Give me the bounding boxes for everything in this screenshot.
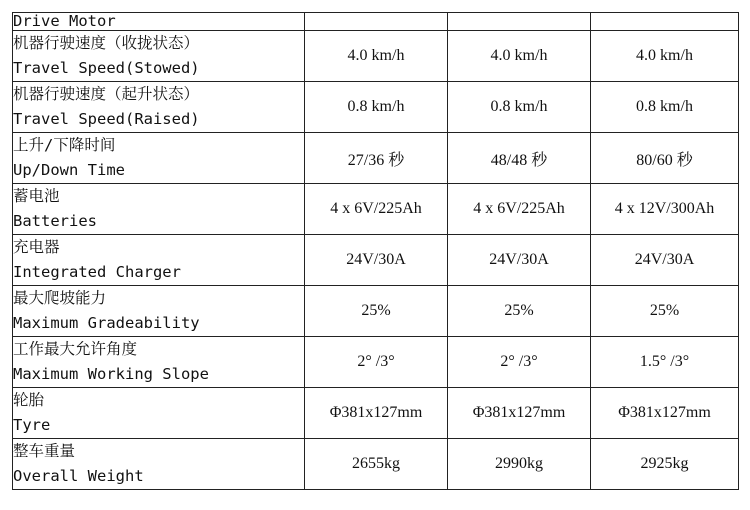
value-cell: 0.8 km/h bbox=[591, 82, 739, 133]
value-cell: 24V/30A bbox=[591, 235, 739, 286]
value-cell: Φ381x127mm bbox=[448, 388, 591, 439]
value-cell: 2655kg bbox=[305, 439, 448, 490]
row-label bbox=[13, 133, 305, 184]
value-cell bbox=[448, 13, 591, 31]
value-cell: 4.0 km/h bbox=[448, 31, 591, 82]
row-label-zh: 蓄电池 bbox=[13, 187, 60, 205]
table-row bbox=[13, 31, 739, 82]
value-cell: 0.8 km/h bbox=[448, 82, 591, 133]
value-cell: 4.0 km/h bbox=[305, 31, 448, 82]
value-cell bbox=[305, 13, 448, 31]
value-cell: 2925kg bbox=[591, 439, 739, 490]
row-label-en: Batteries bbox=[13, 212, 97, 230]
value-cell: 0.8 km/h bbox=[305, 82, 448, 133]
value-cell: 25% bbox=[591, 286, 739, 337]
value-cell: 1.5° /3° bbox=[591, 337, 739, 388]
spec-table bbox=[12, 12, 739, 490]
table-row bbox=[13, 13, 739, 31]
row-label bbox=[13, 337, 305, 388]
table-row bbox=[13, 184, 739, 235]
table-row bbox=[13, 133, 739, 184]
value-cell: 4 x 12V/300Ah bbox=[591, 184, 739, 235]
row-label-en: Travel Speed(Raised) bbox=[13, 110, 200, 128]
table-row bbox=[13, 337, 739, 388]
value-cell: 2990kg bbox=[448, 439, 591, 490]
row-label bbox=[13, 82, 305, 133]
row-label-zh: 机器行驶速度（起升状态） bbox=[13, 85, 200, 103]
value-cell: 2° /3° bbox=[305, 337, 448, 388]
row-label-zh: 最大爬坡能力 bbox=[13, 289, 107, 307]
row-label-zh: 充电器 bbox=[13, 238, 60, 256]
row-label-zh: 轮胎 bbox=[13, 391, 45, 409]
row-label bbox=[13, 235, 305, 286]
row-label-zh: 机器行驶速度（收拢状态） bbox=[13, 34, 200, 52]
row-label-en: Drive Motor bbox=[13, 12, 116, 30]
value-cell: 24V/30A bbox=[448, 235, 591, 286]
value-cell: 25% bbox=[305, 286, 448, 337]
value-cell: 24V/30A bbox=[305, 235, 448, 286]
value-cell: 2° /3° bbox=[448, 337, 591, 388]
row-label-en: Maximum Working Slope bbox=[13, 365, 209, 383]
table-row bbox=[13, 439, 739, 490]
value-cell: 48/48 秒 bbox=[448, 133, 591, 184]
row-label bbox=[13, 184, 305, 235]
value-cell: Φ381x127mm bbox=[305, 388, 448, 439]
row-label bbox=[13, 439, 305, 490]
value-cell: 25% bbox=[448, 286, 591, 337]
table-row bbox=[13, 235, 739, 286]
row-label-zh: 整车重量 bbox=[13, 442, 76, 460]
row-label bbox=[13, 286, 305, 337]
value-cell: 27/36 秒 bbox=[305, 133, 448, 184]
table-row bbox=[13, 388, 739, 439]
row-label-en: Overall Weight bbox=[13, 467, 144, 485]
value-cell bbox=[591, 13, 739, 31]
row-label-en: Up/Down Time bbox=[13, 161, 125, 179]
row-label-zh: 工作最大允许角度 bbox=[13, 340, 138, 358]
row-label bbox=[13, 31, 305, 82]
row-label-en: Tyre bbox=[13, 416, 51, 434]
row-label bbox=[13, 388, 305, 439]
table-row bbox=[13, 286, 739, 337]
row-label-zh: 上升/下降时间 bbox=[13, 136, 116, 154]
value-cell: 80/60 秒 bbox=[591, 133, 739, 184]
table-row bbox=[13, 82, 739, 133]
value-cell: 4 x 6V/225Ah bbox=[305, 184, 448, 235]
row-label-en: Travel Speed(Stowed) bbox=[13, 59, 200, 77]
value-cell: Φ381x127mm bbox=[591, 388, 739, 439]
value-cell: 4.0 km/h bbox=[591, 31, 739, 82]
row-label bbox=[13, 13, 305, 31]
row-label-en: Maximum Gradeability bbox=[13, 314, 200, 332]
value-cell: 4 x 6V/225Ah bbox=[448, 184, 591, 235]
row-label-en: Integrated Charger bbox=[13, 263, 181, 281]
